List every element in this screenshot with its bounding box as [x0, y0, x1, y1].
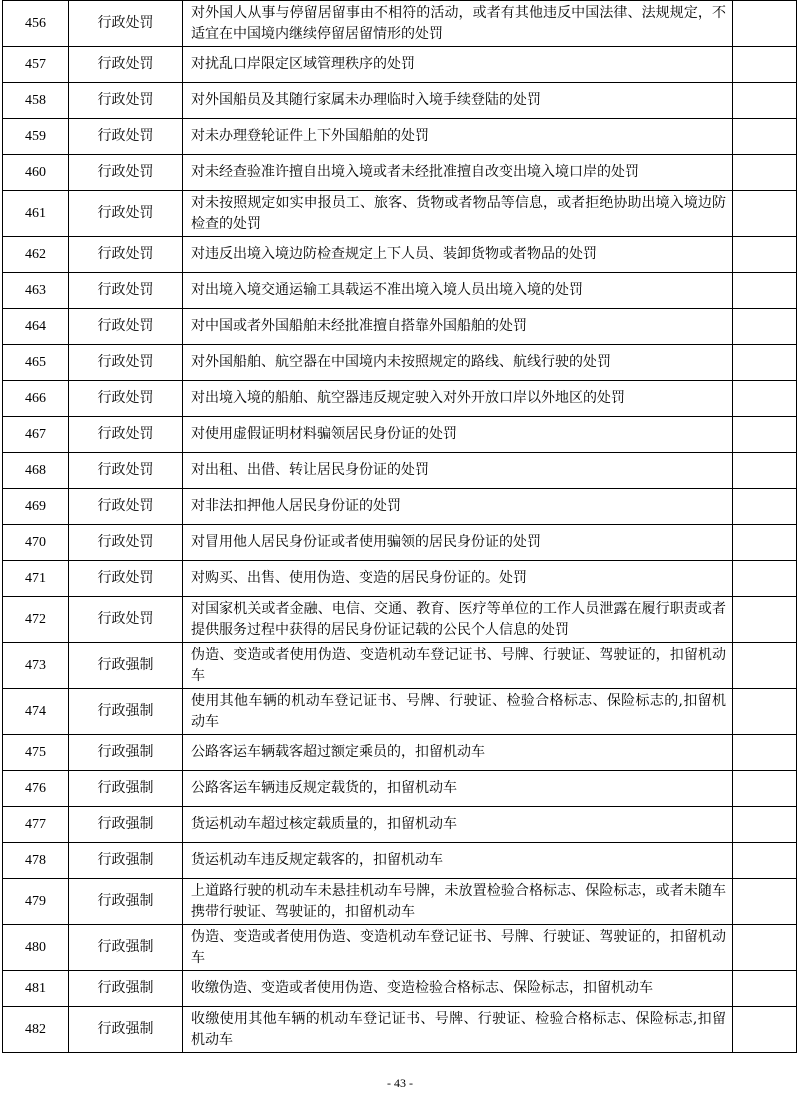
power-description: 对出境入境交通运输工具载运不准出境入境人员出境入境的处罚 [183, 273, 733, 309]
remarks-cell [733, 273, 797, 309]
power-type: 行政处罚 [69, 155, 183, 191]
remarks-cell [733, 47, 797, 83]
power-description: 公路客运车辆载客超过额定乘员的，扣留机动车 [183, 735, 733, 771]
remarks-cell [733, 417, 797, 453]
row-number: 470 [3, 525, 69, 561]
power-description: 对国家机关或者金融、电信、交通、教育、医疗等单位的工作人员泄露在履行职责或者提供服务过程中获得的居民身份证记载的公民个人信息的处罚 [183, 597, 733, 643]
table-row [3, 273, 797, 309]
remarks-cell [733, 191, 797, 237]
power-type: 行政强制 [69, 689, 183, 735]
row-number: 468 [3, 453, 69, 489]
remarks-cell [733, 525, 797, 561]
remarks-cell [733, 119, 797, 155]
table-row [3, 843, 797, 879]
power-description: 对未按照规定如实申报员工、旅客、货物或者物品等信息，或者拒绝协助出境入境边防检查的处罚 [183, 191, 733, 237]
row-number: 472 [3, 597, 69, 643]
remarks-cell [733, 345, 797, 381]
power-description: 对出租、出借、转让居民身份证的处罚 [183, 453, 733, 489]
power-type: 行政处罚 [69, 381, 183, 417]
row-number: 465 [3, 345, 69, 381]
remarks-cell [733, 489, 797, 525]
table-row [3, 525, 797, 561]
power-type: 行政处罚 [69, 561, 183, 597]
power-type: 行政处罚 [69, 453, 183, 489]
table-row [3, 453, 797, 489]
row-number: 478 [3, 843, 69, 879]
table-row [3, 689, 797, 735]
table-row [3, 309, 797, 345]
power-type: 行政处罚 [69, 237, 183, 273]
power-description: 对出境入境的船舶、航空器违反规定驶入对外开放口岸以外地区的处罚 [183, 381, 733, 417]
power-type: 行政处罚 [69, 273, 183, 309]
remarks-cell [733, 925, 797, 971]
row-number: 456 [3, 1, 69, 47]
row-number: 457 [3, 47, 69, 83]
table-row [3, 971, 797, 1007]
table-row [3, 1, 797, 47]
row-number: 471 [3, 561, 69, 597]
power-list-table [2, 0, 797, 1053]
power-type: 行政强制 [69, 879, 183, 925]
remarks-cell [733, 807, 797, 843]
table-body [3, 1, 797, 1053]
power-description: 对非法扣押他人居民身份证的处罚 [183, 489, 733, 525]
power-description: 对外国人从事与停留居留事由不相符的活动，或者有其他违反中国法律、法规规定，不适宜在中国境内继续停留居留情形的处罚 [183, 1, 733, 47]
table-row [3, 489, 797, 525]
power-type: 行政强制 [69, 643, 183, 689]
table-row [3, 807, 797, 843]
row-number: 459 [3, 119, 69, 155]
row-number: 476 [3, 771, 69, 807]
power-description: 伪造、变造或者使用伪造、变造机动车登记证书、号牌、行驶证、驾驶证的，扣留机动车 [183, 925, 733, 971]
row-number: 482 [3, 1007, 69, 1053]
power-description: 公路客运车辆违反规定载货的，扣留机动车 [183, 771, 733, 807]
table-row [3, 771, 797, 807]
remarks-cell [733, 83, 797, 119]
table-row [3, 155, 797, 191]
power-description: 对未经查验准许擅自出境入境或者未经批准擅自改变出境入境口岸的处罚 [183, 155, 733, 191]
power-description: 伪造、变造或者使用伪造、变造机动车登记证书、号牌、行驶证、驾驶证的，扣留机动车 [183, 643, 733, 689]
row-number: 479 [3, 879, 69, 925]
table-row [3, 191, 797, 237]
power-description: 货运机动车超过核定载质量的，扣留机动车 [183, 807, 733, 843]
power-type: 行政强制 [69, 735, 183, 771]
power-type: 行政强制 [69, 971, 183, 1007]
remarks-cell [733, 735, 797, 771]
table-row [3, 561, 797, 597]
power-type: 行政处罚 [69, 345, 183, 381]
table-row [3, 925, 797, 971]
table-row [3, 417, 797, 453]
remarks-cell [733, 561, 797, 597]
remarks-cell [733, 309, 797, 345]
power-type: 行政处罚 [69, 489, 183, 525]
remarks-cell [733, 597, 797, 643]
power-type: 行政处罚 [69, 1, 183, 47]
table-row [3, 237, 797, 273]
power-description: 收缴使用其他车辆的机动车登记证书、号牌、行驶证、检验合格标志、保险标志,扣留机动车 [183, 1007, 733, 1053]
power-type: 行政处罚 [69, 597, 183, 643]
table-row [3, 47, 797, 83]
power-type: 行政处罚 [69, 525, 183, 561]
row-number: 480 [3, 925, 69, 971]
power-type: 行政处罚 [69, 47, 183, 83]
page-number: - 43 - [387, 1076, 413, 1090]
row-number: 475 [3, 735, 69, 771]
remarks-cell [733, 155, 797, 191]
row-number: 469 [3, 489, 69, 525]
table-row [3, 381, 797, 417]
power-description: 对外国船舶、航空器在中国境内未按照规定的路线、航线行驶的处罚 [183, 345, 733, 381]
power-type: 行政处罚 [69, 119, 183, 155]
power-type: 行政强制 [69, 843, 183, 879]
power-type: 行政处罚 [69, 417, 183, 453]
power-type: 行政强制 [69, 771, 183, 807]
table-row [3, 345, 797, 381]
power-description: 收缴伪造、变造或者使用伪造、变造检验合格标志、保险标志，扣留机动车 [183, 971, 733, 1007]
table-row [3, 735, 797, 771]
power-description: 对使用虚假证明材料骗领居民身份证的处罚 [183, 417, 733, 453]
remarks-cell [733, 453, 797, 489]
power-description: 对外国船员及其随行家属未办理临时入境手续登陆的处罚 [183, 83, 733, 119]
power-type: 行政强制 [69, 1007, 183, 1053]
table-row [3, 83, 797, 119]
remarks-cell [733, 643, 797, 689]
remarks-cell [733, 879, 797, 925]
power-type: 行政处罚 [69, 309, 183, 345]
remarks-cell [733, 1, 797, 47]
row-number: 462 [3, 237, 69, 273]
table-row [3, 643, 797, 689]
power-description: 对中国或者外国船舶未经批准擅自搭靠外国船舶的处罚 [183, 309, 733, 345]
remarks-cell [733, 381, 797, 417]
remarks-cell [733, 689, 797, 735]
remarks-cell [733, 237, 797, 273]
remarks-cell [733, 771, 797, 807]
row-number: 460 [3, 155, 69, 191]
power-type: 行政强制 [69, 925, 183, 971]
remarks-cell [733, 1007, 797, 1053]
power-description: 对未办理登轮证件上下外国船舶的处罚 [183, 119, 733, 155]
remarks-cell [733, 971, 797, 1007]
table-row [3, 597, 797, 643]
table-row [3, 1007, 797, 1053]
row-number: 474 [3, 689, 69, 735]
power-description: 使用其他车辆的机动车登记证书、号牌、行驶证、检验合格标志、保险标志的,扣留机动车 [183, 689, 733, 735]
power-description: 对违反出境入境边防检查规定上下人员、装卸货物或者物品的处罚 [183, 237, 733, 273]
power-type: 行政处罚 [69, 83, 183, 119]
power-description: 对购买、出售、使用伪造、变造的居民身份证的。处罚 [183, 561, 733, 597]
row-number: 481 [3, 971, 69, 1007]
power-description: 上道路行驶的机动车未悬挂机动车号牌，未放置检验合格标志、保险标志，或者未随车携带行驶证、驾驶证的，扣留机动车 [183, 879, 733, 925]
power-description: 货运机动车违反规定载客的，扣留机动车 [183, 843, 733, 879]
row-number: 463 [3, 273, 69, 309]
power-type: 行政强制 [69, 807, 183, 843]
table-row [3, 879, 797, 925]
table-row [3, 119, 797, 155]
row-number: 473 [3, 643, 69, 689]
power-description: 对冒用他人居民身份证或者使用骗领的居民身份证的处罚 [183, 525, 733, 561]
power-type: 行政处罚 [69, 191, 183, 237]
row-number: 467 [3, 417, 69, 453]
remarks-cell [733, 843, 797, 879]
power-description: 对扰乱口岸限定区域管理秩序的处罚 [183, 47, 733, 83]
row-number: 466 [3, 381, 69, 417]
row-number: 458 [3, 83, 69, 119]
row-number: 477 [3, 807, 69, 843]
row-number: 464 [3, 309, 69, 345]
row-number: 461 [3, 191, 69, 237]
